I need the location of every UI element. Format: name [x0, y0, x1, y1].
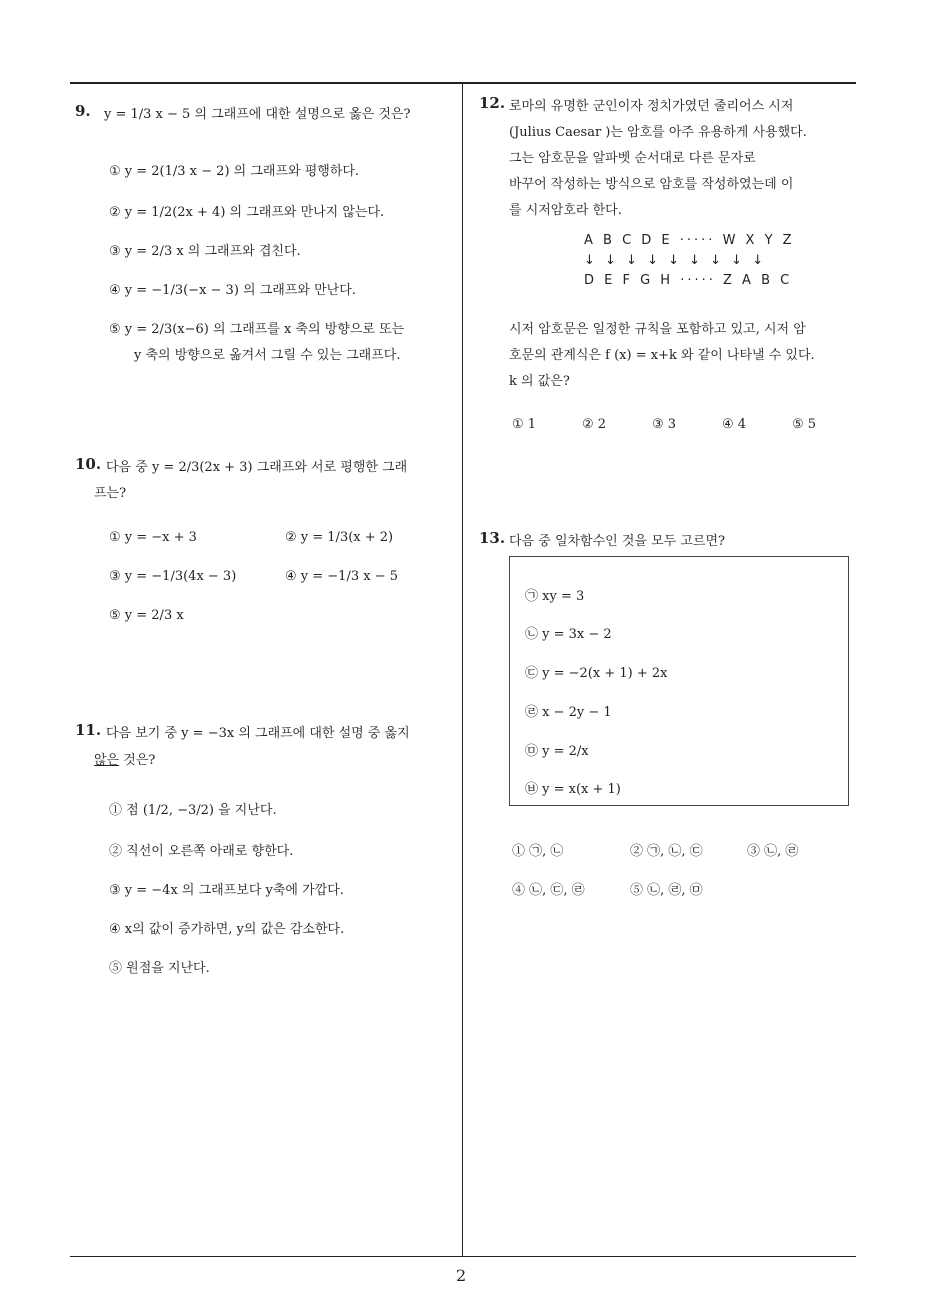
option-1[interactable]: ① y = 2(1/3 x − 2) 의 그래프와 평행하다.	[109, 164, 360, 179]
negation-underline: 않은	[94, 753, 120, 768]
column-divider	[462, 82, 463, 1257]
option-4[interactable]: ④ y = −1/3(−x − 3) 의 그래프와 만난다.	[109, 283, 356, 298]
option-1[interactable]: ① y = −x + 3	[109, 530, 197, 545]
option-5[interactable]: ⑤ 원점을 지난다.	[109, 961, 210, 976]
option-4[interactable]: ④ y = −1/3 x − 5	[285, 569, 398, 584]
option-3[interactable]: ③ y = −1/3(4x − 3)	[109, 569, 237, 584]
cipher-arrows: ↓ ↓ ↓ ↓ ↓ ↓ ↓ ↓ ↓	[584, 253, 767, 268]
question-stem: y = 1/3 x − 5 의 그래프에 대한 설명으로 옳은 것은?	[104, 107, 411, 122]
option-2[interactable]: ② y = 1/3(x + 2)	[285, 530, 394, 545]
question-stem: 다음 중 y = 2/3(2x + 3) 그래프와 서로 평행한 그래	[106, 460, 408, 475]
box-item-3: ㉢ y = −2(x + 1) + 2x	[525, 666, 668, 681]
question-stem-continued: 프는?	[94, 486, 127, 501]
option-3[interactable]: ③ ㉡, ㉣	[747, 844, 799, 859]
option-4[interactable]: ④ 4	[722, 417, 747, 432]
option-1[interactable]: ① 1	[512, 417, 537, 432]
option-2[interactable]: ② ㉠, ㉡, ㉢	[630, 844, 703, 859]
box-item-4: ㉣ x − 2y − 1	[525, 705, 612, 720]
question-number: 10.	[75, 455, 102, 473]
stem-line-4: 바꾸어 작성하는 방식으로 암호를 작성하였는데 이	[509, 177, 794, 192]
question-stem: 다음 중 일차함수인 것을 모두 고르면?	[509, 534, 726, 549]
box-item-5: ㉤ y = 2/x	[525, 744, 589, 759]
option-3[interactable]: ③ y = 2/3 x 의 그래프와 겹친다.	[109, 244, 301, 259]
question-number: 11.	[75, 721, 102, 739]
option-5[interactable]: ⑤ y = 2/3(x−6) 의 그래프를 x 축의 방향으로 또는	[109, 322, 405, 337]
stem-line-2: (Julius Caesar )는 암호를 아주 유용하게 사용했다.	[509, 125, 807, 140]
question-stem: 다음 보기 중 y = −3x 의 그래프에 대한 설명 중 옳지	[106, 726, 410, 741]
option-2[interactable]: ② 직선이 오른쪽 아래로 향한다.	[109, 844, 294, 859]
bottom-rule	[70, 1256, 856, 1257]
question-stem-continued: 않은 것은?	[94, 753, 156, 768]
option-1[interactable]: ① ㉠, ㉡	[512, 844, 564, 859]
stem-line-1: 로마의 유명한 군인이자 정치가였던 줄리어스 시저	[509, 99, 794, 114]
question-number: 13.	[479, 529, 506, 547]
page-number: 2	[456, 1266, 467, 1285]
stem-line-5: 를 시저암호라 한다.	[509, 203, 622, 218]
option-4[interactable]: ④ x의 값이 증가하면, y의 값은 감소한다.	[109, 922, 345, 937]
question-line-3: k 의 값은?	[509, 374, 570, 389]
option-5[interactable]: ⑤ y = 2/3 x	[109, 608, 184, 623]
cipher-plaintext: A B C D E ····· W X Y Z	[584, 233, 795, 248]
option-5-continued: y 축의 방향으로 옮겨서 그릴 수 있는 그래프다.	[134, 348, 401, 363]
question-number: 9.	[75, 102, 91, 120]
cipher-ciphertext: D E F G H ····· Z A B C	[584, 273, 793, 288]
option-2[interactable]: ② 2	[582, 417, 607, 432]
option-4[interactable]: ④ ㉡, ㉢, ㉣	[512, 883, 585, 898]
question-number: 12.	[479, 94, 506, 112]
question-line-1: 시저 암호문은 일정한 규칙을 포함하고 있고, 시저 암	[509, 322, 806, 337]
option-3[interactable]: ③ y = −4x 의 그래프보다 y축에 가깝다.	[109, 883, 344, 898]
option-3[interactable]: ③ 3	[652, 417, 677, 432]
question-line-2: 호문의 관계식은 f (x) = x+k 와 같이 나타낼 수 있다.	[509, 348, 815, 363]
stem-line-3: 그는 암호문을 알파벳 순서대로 다른 문자로	[509, 151, 756, 166]
option-1[interactable]: ① 점 (1/2, −3/2) 을 지난다.	[109, 803, 277, 818]
box-item-2: ㉡ y = 3x − 2	[525, 627, 612, 642]
top-rule	[70, 82, 856, 84]
option-5[interactable]: ⑤ ㉡, ㉣, ㉤	[630, 883, 703, 898]
option-2[interactable]: ② y = 1/2(2x + 4) 의 그래프와 만나지 않는다.	[109, 205, 385, 220]
option-5[interactable]: ⑤ 5	[792, 417, 817, 432]
box-item-1: ㉠ xy = 3	[525, 589, 585, 604]
box-item-6: ㉥ y = x(x + 1)	[525, 782, 621, 797]
